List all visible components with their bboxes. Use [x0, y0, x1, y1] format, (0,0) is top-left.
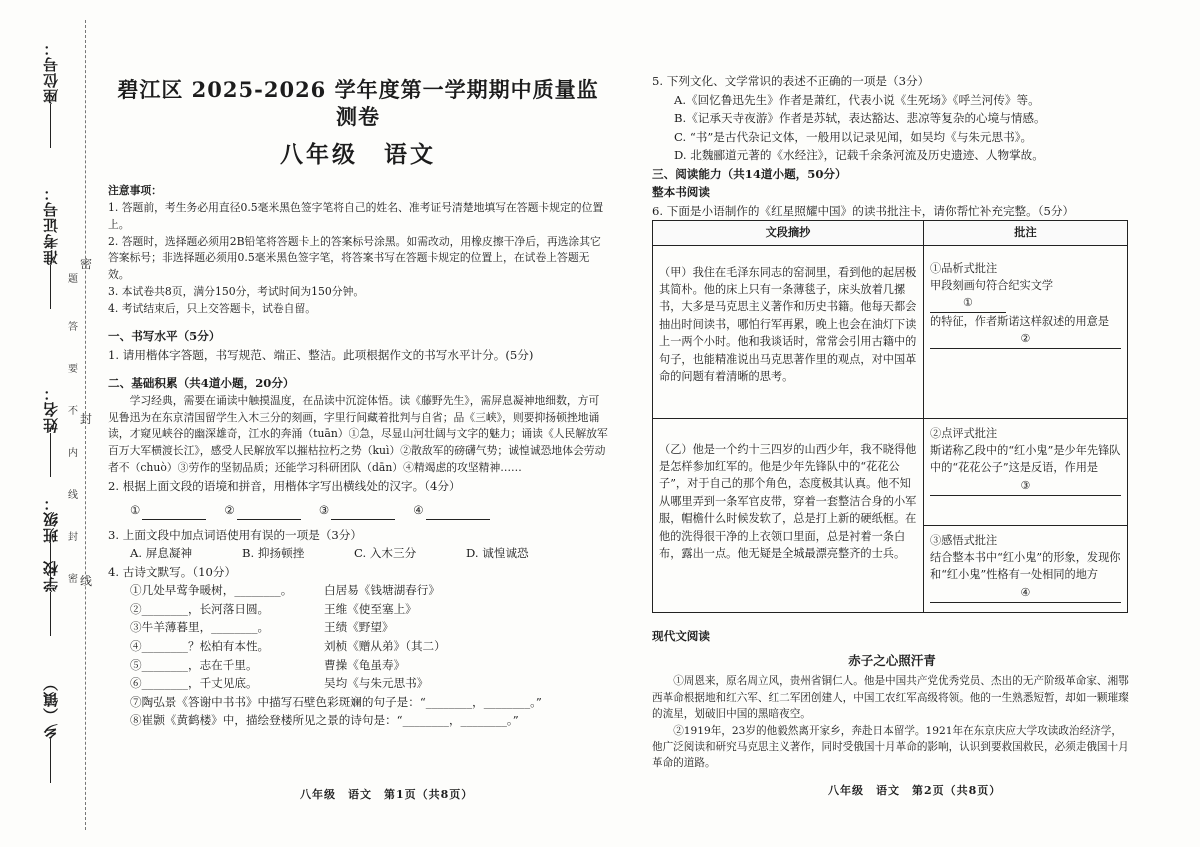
q3-option-b[interactable]: B. 抑扬顿挫 [242, 546, 305, 561]
seal-char: 密 [68, 574, 78, 585]
poem-line[interactable]: ⑥________，千丈见底。 吴均《与朱元思书》 [130, 676, 429, 691]
note-2-text: 斯诺称乙段中的“红小鬼”是少年先锋队中的“花花公子”这是反语，作用是 [930, 444, 1121, 475]
question-2: 2. 根据上面文段的语境和拼音，用楷体字写出横线处的汉字。（4分） [108, 478, 461, 493]
seat-field[interactable]: 座位号： [40, 40, 61, 152]
poem-line[interactable]: ②________，长河落日圆。 王维《使至塞上》 [130, 601, 417, 616]
note-3-blank[interactable]: ④ [930, 584, 1121, 603]
notice-item: 3. 本试卷共8页，满分150分，考试时间为150分钟。 [108, 284, 365, 298]
binding-strip [0, 0, 100, 847]
excerpt-a: （甲）我住在毛泽东同志的窑洞里，看到他的起居极其简朴。他的床上只有一条薄毯子，床头放着几摞书，大多是马克思主义著作和历史书籍。他每天都会抽出时间读书，哪怕行军再累，晚上也会在油灯下读上一两个小时。他和我谈话时，常常会引用古籍中的句子，也能精准说出马克思著作里的观点，对中国革命的问题有着清晰的思考。 [653, 245, 924, 418]
seal-xian: 线 [80, 574, 93, 588]
note-1-tail: 的特征，作者斯诺这样叙述的用意是 [930, 314, 1110, 328]
q5-option-d[interactable]: D. 北魏郦道元著的《水经注》，记载千余条河流及历史遗迹、人物掌故。 [674, 148, 1044, 163]
modern-reading-title: 现代文阅读 [652, 628, 710, 643]
q3-option-a[interactable]: A. 屏息凝神 [130, 546, 193, 561]
passage: 学习经典，需要在诵读中触摸温度，在品读中沉淀体悟。读《藤野先生》，需屏息凝神地细数，方可见鲁迅为在东京清国留学生入木三分的刻画，字里行间藏着批判与自省；品《三峡》，则要抑扬顿挫地诵读，才窥见峡谷的幽深雄奇，江水的奔涌（tuān）①急，尽显山河壮阔与文字的魅力；诵读《人民解放军百万大军横渡长江》，感受人民解放军以摧枯拉朽之势（kuì）②散敌军的磅礴气势；诚惶诚恐地体会劳动者不（chuò）③劳作的坚韧品质；还能学习科研团队（dān）④精竭虑的攻坚精神…… [108, 393, 608, 474]
question-1: 1. 请用楷体字答题，书写规范、端正、整洁。此项根据作文的书写水平计分。(5分) [108, 347, 534, 362]
page-2 [652, 72, 1132, 772]
note-2-blank[interactable]: ③ [930, 477, 1121, 496]
poem-7[interactable]: ⑦陶弘景《答谢中书书》中描写石壁色彩斑斓的句子是：“________，________。” [130, 694, 542, 709]
notice-title: 注意事项： [108, 184, 162, 198]
q3-option-c[interactable]: C. 入木三分 [354, 546, 417, 561]
note-3-title: ③感悟式批注 [930, 533, 998, 547]
class-field[interactable]: 班级： [40, 495, 61, 591]
question-5: 5. 下列文化、文学常识的表述不正确的一项是（3分） [652, 74, 930, 88]
table-header-note: 批注 [924, 221, 1128, 245]
page-1-footer: 八年级 语文 第1页（共8页） [300, 788, 474, 801]
q2-blank[interactable]: ① [130, 501, 206, 520]
page-1 [108, 70, 608, 730]
table-header-excerpt: 文段摘抄 [653, 221, 924, 245]
q3-option-d[interactable]: D. 诚惶诚恐 [466, 546, 529, 561]
section-1-title: 一、书写水平（5分） [108, 329, 221, 344]
exam-no-field[interactable]: 准考证号： [40, 185, 61, 313]
note-1-text: 甲段刻画句符合纪实文学① [930, 277, 1121, 313]
excerpt-b: （乙）他是一个约十三四岁的山西少年，我不晓得他是怎样参加红军的。他是少年先锋队中的“花花公子”，对于自己的那个角色，态度极其认真。他不知从哪里弄到一条军官皮带，穿着一套整洁合身的小军服，帽檐什么时候发软了，总是打上新的硬纸框。在他的洗得很干净的上衣领口里面，总是衬着一条白布，露出一点。他无疑是全城最漂亮整齐的士兵。 [653, 418, 924, 612]
note-1-title: ①品析式批注 [930, 261, 998, 275]
name-field[interactable]: 姓名： [40, 385, 61, 481]
seal-char: 不 [68, 406, 78, 417]
q5-option-a[interactable]: A.《回忆鲁迅先生》作者是萧红，代表小说《生死场》《呼兰河传》等。 [674, 92, 1040, 107]
town-field[interactable]: 乡（镇） [40, 675, 61, 787]
question-3: 3. 上面文段中加点词语使用有误的一项是（3分） [108, 527, 362, 542]
question-4: 4. 古诗文默写。（10分） [108, 564, 237, 579]
notice-item: 2. 答题时，选择题必须用2B铅笔将答题卡上的答案标号涂黑。如需改动，用橡皮擦干净后，再选涂其它答案标号；非选择题必须用0.5毫米黑色签字笔，将答案书写在答题卡规定的位置上，在试卷上答题无效。 [108, 234, 601, 282]
poem-line[interactable]: ④________？松柏有本性。 刘桢《赠从弟》（其二） [130, 638, 446, 653]
seal-char: 题 [68, 274, 78, 285]
poem-line[interactable]: ①几处早莺争暖树，________。 白居易《钱塘湖春行》 [130, 583, 440, 598]
notice-item: 4. 考试结束后，只上交答题卡，试卷自留。 [108, 301, 317, 315]
q5-option-b[interactable]: B.《记承天寺夜游》作者是苏轼，表达豁达、悲凉等复杂的心境与情感。 [674, 111, 1046, 126]
note-3-cell [924, 525, 1128, 612]
question-6: 6. 下面是小语制作的《红星照耀中国》的读书批注卡，请你帮忙补充完整。（5分） [652, 203, 1075, 218]
exam-title: 碧江区 2025-2026 学年度第一学期期中质量监测卷 [117, 77, 599, 130]
note-3-text: 结合整本书中“红小鬼”的形象，发现你和“红小鬼”性格有一处相同的地方 [930, 551, 1121, 582]
section-2-title: 二、基础积累（共4道小题，20分） [108, 376, 295, 391]
q3-options [108, 544, 608, 563]
q2-blank[interactable]: ② [224, 501, 300, 520]
poem-line[interactable]: ⑤________，志在千里。 曹操《龟虽寿》 [130, 657, 406, 672]
note-1-cell [924, 245, 1128, 418]
q5-option-c[interactable]: C. “书”是古代杂记文体，一般用以记录见闻，如吴均《与朱元思书》。 [674, 129, 1033, 144]
page-2-footer: 八年级 语文 第2页（共8页） [828, 784, 1002, 797]
poem-8[interactable]: ⑧崔颢《黄鹤楼》中，描绘登楼所见之景的诗句是：“________，________。” [130, 713, 519, 728]
seal-feng: 封 [80, 412, 93, 426]
annotation-card-table [652, 220, 1128, 612]
note-1-blank-2[interactable]: ② [930, 330, 1121, 349]
note-2-cell [924, 418, 1128, 525]
seal-char: 答 [68, 322, 78, 333]
seal-char: 线 [68, 490, 78, 501]
q2-blank[interactable]: ④ [413, 501, 489, 520]
school-field[interactable]: 学校 [40, 560, 61, 640]
section-3-title: 三、阅读能力（共14道小题，50分） [652, 166, 847, 181]
seal-char: 要 [68, 364, 78, 375]
note-2-title: ②点评式批注 [930, 426, 998, 440]
notice-item: 1. 答题前，考生务必用直径0.5毫米黑色签字笔将自己的姓名、准考证号清楚地填写在答题卡规定的位置上。 [108, 201, 604, 231]
seal-mi: 密 [80, 257, 93, 271]
poem-line[interactable]: ③牛羊薄暮里，________。 王绩《野望》 [130, 620, 394, 635]
note-1-blank-1[interactable]: ① [930, 294, 1006, 312]
seal-char: 内 [68, 448, 78, 459]
exam-subtitle: 八年级 语文 [280, 140, 436, 168]
seal-char: 封 [68, 532, 78, 543]
article-paragraph: ②1919年，23岁的他毅然离开家乡，奔赴日本留学。1921年在东京庆应大学攻读政治经济学，他广泛阅读和研究马克思主义著作，同时受俄国十月革命的影响，认识到要救国救民，必须走俄国十月革命的道路。 [652, 724, 1129, 770]
article-paragraph: ①周恩来，原名周立风，贵州省铜仁人。他是中国共产党优秀党员、杰出的无产阶级革命家、湘鄂西革命根据地和红六军、红二军团创建人，中国工农红军高级将领。他的一生熟悉短暂，却如一颗璀璨的流星，划破旧中国的黑暗夜空。 [652, 675, 1129, 721]
article-title: 赤子之心照汗青 [848, 653, 936, 669]
whole-book-title: 整本书阅读 [652, 185, 710, 200]
q2-blanks [108, 501, 608, 520]
q2-blank[interactable]: ③ [319, 501, 395, 520]
